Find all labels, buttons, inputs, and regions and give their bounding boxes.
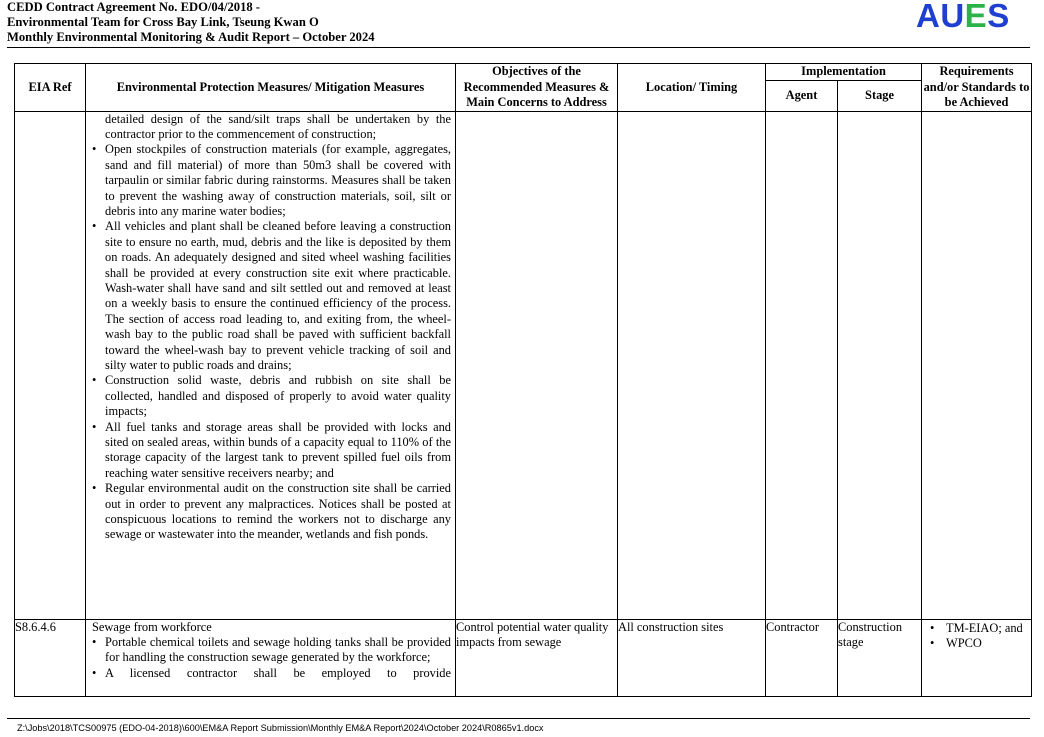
list-item: • TM-EIAO; and	[930, 621, 1027, 636]
footer-rule	[7, 718, 1030, 719]
col-header-stage: Stage	[838, 80, 922, 111]
requirements-cell	[922, 619, 1032, 696]
agent-cell: Contractor	[766, 619, 838, 696]
list-item: • Construction solid waste, debris and rubbish on site shall be collected, handled and disposed of properly to avoid water quality impacts;	[92, 373, 451, 419]
col-header-requirements: Requirements and/or Standards to be Achieved	[922, 64, 1032, 112]
stage-cell: Construction stage	[838, 619, 922, 696]
eia-ref-cell: S8.6.4.6	[15, 619, 86, 696]
objectives-cell: Control potential water quality impacts from sewage	[456, 619, 618, 696]
list-item: • Open stockpiles of construction materials (for example, aggregates, sand and fill material) of more than 50m3 shall be covered with tarpaulin or similar fabric during rainstorms. Measures shall be taken to prevent the washing away of construction materials, soil, silt or debris into any marine water bodies;	[92, 142, 451, 219]
list-item: • All vehicles and plant shall be cleaned before leaving a construction site to ensure no earth, mud, debris and the like is deposited by them on roads. An adequately designed and sited wheel washing facilities shall be provided at every construction site exit where practicable. Wash-water shall have sand and silt settled out and removed at least on a weekly basis to ensure the continued efficiency of the process. The section of access road leading to, and exiting from, the wheel-wash bay to the public road shall be paved with sufficient backfall toward the wheel-wash bay to prevent vehicle tracking of soil and silty water to public roads and drains;	[92, 219, 451, 373]
col-header-location: Location/ Timing	[618, 64, 766, 112]
footer-file-path: Z:\Jobs\2018\TCS00975 (EDO-04-2018)\600\EM&A Report Submission\Monthly EM&A Report\2024\October 2024\R0865v1.docx	[17, 723, 544, 733]
table-row	[15, 619, 1032, 696]
location-cell: All construction sites	[618, 619, 766, 696]
col-header-objectives: Objectives of the Recommended Measures & Main Concerns to Address	[456, 64, 618, 112]
header-rule	[7, 47, 1030, 48]
col-header-eia-ref: EIA Ref	[15, 64, 86, 112]
header-line-1: CEDD Contract Agreement No. EDO/04/2018 -	[7, 0, 261, 14]
aues-logo	[916, 0, 1010, 35]
list-item: • WPCO	[930, 636, 1027, 651]
list-item: • All fuel tanks and storage areas shall be provided with locks and sited on sealed areas, within bunds of a capacity equal to 110% of the storage capacity of the largest tank to prevent spilled fuel oils from reaching water sensitive receivers nearby; and	[92, 420, 451, 482]
logo-e: E	[964, 0, 988, 34]
report-header	[7, 0, 375, 45]
measures-cell	[86, 111, 456, 619]
logo-s: S	[987, 0, 1010, 34]
list-item: • A licensed contractor shall be employed to provide	[92, 666, 451, 681]
measure-list	[92, 635, 451, 681]
list-item: • Regular environmental audit on the construction site shall be carried out in order to prevent any malpractices. Notices shall be posted at conspicuous locations to remind the workers not to discharge any sewage or wastewater into the meander, wetlands and fish ponds.	[92, 481, 451, 543]
mitigation-table	[14, 63, 1032, 697]
col-header-agent: Agent	[766, 80, 838, 111]
col-header-implementation: Implementation	[766, 64, 922, 81]
logo-au: AU	[916, 0, 965, 34]
measure-continuation: detailed design of the sand/silt traps shall be undertaken by the contractor prior to the commencement of construction;	[105, 111, 451, 141]
measure-list	[92, 142, 451, 543]
header-line-2: Environmental Team for Cross Bay Link, Tseung Kwan O	[7, 15, 319, 29]
table-row	[15, 111, 1032, 619]
list-item: • Portable chemical toilets and sewage holding tanks shall be provided for handling the construction sewage generated by the workforce;	[92, 635, 451, 666]
measures-cell	[86, 619, 456, 696]
header-line-3: Monthly Environmental Monitoring & Audit Report – October 2024	[7, 30, 375, 44]
measure-heading: Sewage from workforce	[92, 619, 212, 634]
col-header-measures: Environmental Protection Measures/ Mitigation Measures	[86, 64, 456, 112]
